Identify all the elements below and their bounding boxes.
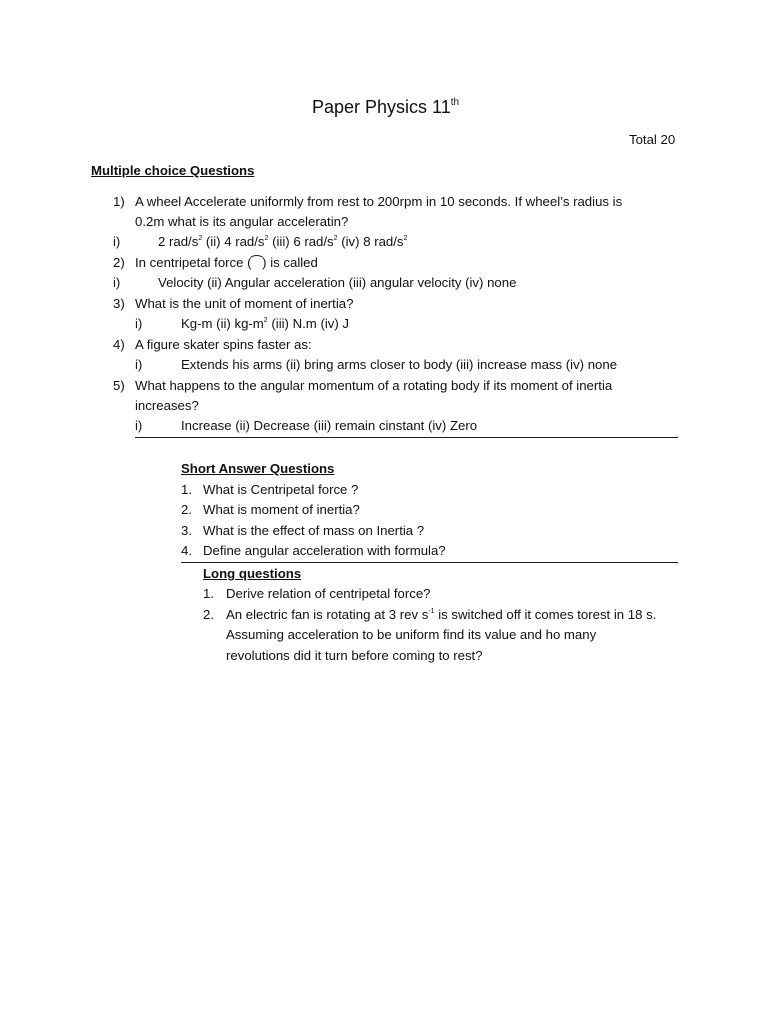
mcq-q4-option-marker: i) xyxy=(135,357,143,372)
mcq-q4-options: Extends his arms (ii) bring arms closer to body (iii) increase mass (iv) none xyxy=(181,357,618,372)
q1-option-a: 2 rad/s xyxy=(158,234,199,249)
mcq-q1-line1: A wheel Accelerate uniformly from rest to 200rpm in 10 seconds. If wheel’s radius is xyxy=(135,194,623,209)
q1-option-c: (iii) 6 rad/s xyxy=(268,234,334,249)
mcq-q3-text: What is the unit of moment of inertia? xyxy=(135,296,354,311)
mcq-q1-number: 1) xyxy=(113,194,125,209)
mcq-q5-line2: increases? xyxy=(135,398,199,413)
mcq-q2-text: In centripetal force (⁀) is called xyxy=(135,255,318,270)
short-answer-heading: Short Answer Questions xyxy=(181,461,335,476)
q1-option-b: (ii) 4 rad/s xyxy=(202,234,265,249)
q1-option-a-exp: 2 xyxy=(198,235,203,242)
long-q2-line2: Assuming acceleration to be uniform find its value and ho many xyxy=(226,627,597,642)
mcq-q5-line1: What happens to the angular momentum of a rotating body if its moment of inertia xyxy=(135,378,613,393)
q3-option-exp: 2 xyxy=(263,317,268,324)
q1-option-c-exp: 2 xyxy=(333,235,338,242)
mcq-q5-option-marker: i) xyxy=(135,418,143,433)
q3-option-b: (iii) N.m (iv) J xyxy=(267,316,350,331)
long-q2-line1-b: is switched off it comes torest in 18 s. xyxy=(434,607,657,622)
mcq-q3-options xyxy=(181,316,349,332)
mcq-q4-number: 4) xyxy=(113,337,125,352)
short-section-divider xyxy=(181,562,678,563)
q1-option-d: (iv) 8 rad/s xyxy=(337,234,404,249)
total-marks: Total 20 xyxy=(629,132,676,147)
short-q4-text: Define angular acceleration with formula? xyxy=(203,543,446,558)
mcq-q5-number: 5) xyxy=(113,378,125,393)
short-q1-text: What is Centripetal force ? xyxy=(203,482,359,497)
short-q3-text: What is the effect of mass on Inertia ? xyxy=(203,523,425,538)
short-q2-number: 2. xyxy=(181,502,192,517)
mcq-q3-number: 3) xyxy=(113,296,125,311)
title-superscript: th xyxy=(450,97,460,108)
mcq-q1-line2: 0.2m what is its angular acceleratin? xyxy=(135,214,349,229)
short-q1-number: 1. xyxy=(181,482,192,497)
long-q2-line3: revolutions did it turn before coming to rest? xyxy=(226,648,483,663)
long-q2-line1 xyxy=(226,607,656,623)
mcq-q2-options: Velocity (ii) Angular acceleration (iii) angular velocity (iv) none xyxy=(158,275,517,290)
q1-option-d-exp: 2 xyxy=(403,235,408,242)
mcq-heading: Multiple choice Questions xyxy=(91,163,255,178)
mcq-q2-number: 2) xyxy=(113,255,125,270)
short-q3-number: 3. xyxy=(181,523,192,538)
long-q2-line1-a: An electric fan is rotating at 3 rev s xyxy=(226,607,429,622)
mcq-section-divider xyxy=(135,437,678,438)
long-q1-text: Derive relation of centripetal force? xyxy=(226,586,431,601)
long-q2-exponent: -1 xyxy=(428,608,435,615)
mcq-q3-option-marker: i) xyxy=(135,316,143,331)
page-title xyxy=(312,96,459,118)
mcq-q1-option-marker: i) xyxy=(113,234,121,249)
short-q4-number: 4. xyxy=(181,543,192,558)
mcq-q4-text: A figure skater spins faster as: xyxy=(135,337,312,352)
q1-option-b-exp: 2 xyxy=(264,235,269,242)
mcq-q5-options: Increase (ii) Decrease (iii) remain cinstant (iv) Zero xyxy=(181,418,478,433)
title-text: Paper Physics 11 xyxy=(312,97,451,117)
long-questions-heading: Long questions xyxy=(203,566,302,581)
long-q1-number: 1. xyxy=(203,586,214,601)
short-q2-text: What is moment of inertia? xyxy=(203,502,360,517)
q3-option-a: Kg-m (ii) kg-m xyxy=(181,316,264,331)
mcq-q1-options xyxy=(158,234,407,250)
mcq-q2-option-marker: i) xyxy=(113,275,121,290)
long-q2-number: 2. xyxy=(203,607,214,622)
